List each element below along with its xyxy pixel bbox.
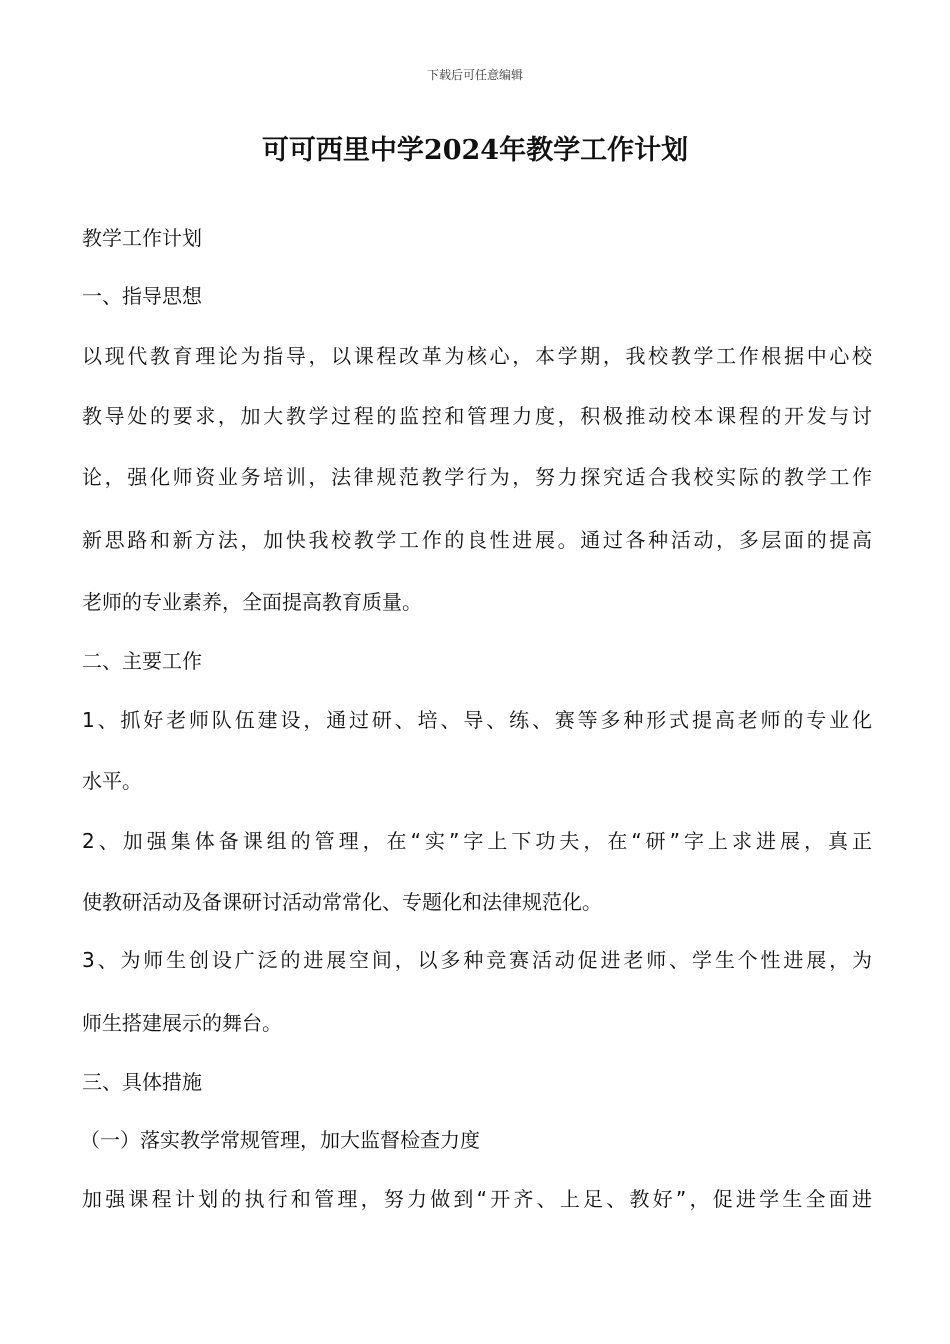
list-item-line: 水平。	[82, 769, 142, 793]
paragraph-line: 教导处的要求，加大教学过程的监控和管理力度，积极推动校本课程的开发与讨	[82, 404, 872, 428]
list-item-line: 1、抓好老师队伍建设，通过研、培、导、练、赛等多种形式提高老师的专业化	[82, 708, 872, 732]
list-item-line: 师生搭建展示的舞台。	[82, 1011, 282, 1035]
section-heading: 一、指导思想	[82, 284, 202, 308]
list-item-line: 2、加强集体备课组的管理，在“实”字上下功夫，在“研”字上求进展，真正	[82, 829, 872, 853]
list-item-line: 3、为师生创设广泛的进展空间，以多种竞赛活动促进老师、学生个性进展，为	[82, 948, 872, 972]
paragraph-line: 论，强化师资业务培训，法律规范教学行为，努力探究适合我校实际的教学工作	[82, 465, 872, 489]
subsection-heading: （一）落实教学常规管理，加大监督检查力度	[80, 1128, 480, 1152]
list-item-line: 使教研活动及备课研讨活动常常化、专题化和法律规范化。	[82, 890, 602, 914]
section-heading: 三、具体措施	[82, 1070, 202, 1094]
paragraph-line: 以现代教育理论为指导，以课程改革为核心，本学期，我校教学工作根据中心校	[82, 344, 872, 368]
paragraph-line: 老师的专业素养，全面提高教育质量。	[82, 590, 422, 614]
section-label: 教学工作计划	[82, 226, 202, 250]
document-title: 可可西里中学2024年教学工作计划	[261, 135, 689, 166]
paragraph-line: 新思路和新方法，加快我校教学工作的良性进展。通过各种活动，多层面的提高	[82, 528, 872, 552]
paragraph-line: 加强课程计划的执行和管理，努力做到“开齐、上足、教好”，促进学生全面进	[82, 1187, 872, 1211]
header-note: 下载后可任意编辑	[426, 68, 523, 82]
section-heading: 二、主要工作	[82, 649, 202, 673]
